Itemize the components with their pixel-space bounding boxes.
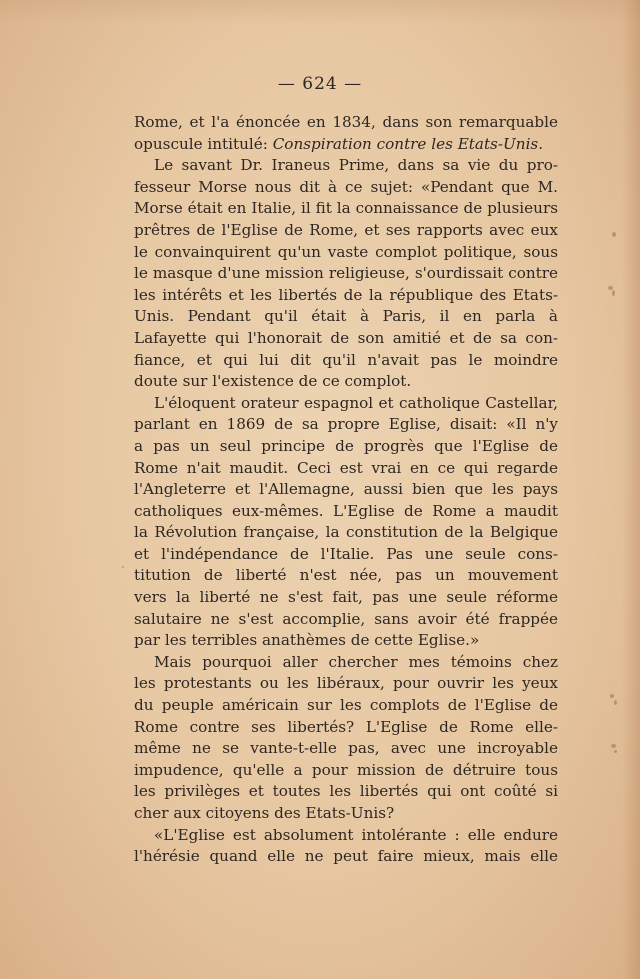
paragraph-first-line: Le savant Dr. Iraneus Prime, dans sa vie du pro- xyxy=(154,156,558,175)
text-line: prêtres de l'Eglise de Rome, et ses rapports avec eux xyxy=(134,220,558,239)
text-line: Rome, et l'a énoncée en 1834, dans son remarquable xyxy=(134,113,558,131)
page-number: — 624 — xyxy=(277,74,363,94)
book-title-italic: Conspiration contre les Etats-Unis. xyxy=(272,134,544,153)
text-line: fesseur Morse nous dit à ce sujet: «Pendant que M. xyxy=(134,177,558,196)
text-line: a pas un seul principe de progrès que l'Eglise de xyxy=(134,436,558,455)
text-line: impudence, qu'elle a pour mission de détruire tous xyxy=(134,760,558,779)
foxing-spot xyxy=(611,744,616,748)
text-line: Rome contre ses libertés? L'Eglise de Rome elle- xyxy=(134,717,558,736)
text-line: même ne se vante-t-elle pas, avec une incroyable xyxy=(134,739,558,758)
paragraph-last-line: cher aux citoyens des Etats-Unis? xyxy=(134,804,395,822)
text-line: Unis. Pendant qu'il était à Paris, il en parla à xyxy=(134,307,558,326)
text-line: les intérêts et les libertés de la république des Etats- xyxy=(134,285,558,304)
paragraph-first-line: L'éloquent orateur espagnol et catholique Castellar, xyxy=(154,393,558,412)
foxing-spot xyxy=(614,750,617,753)
paragraph-last-line: par les terribles anathèmes de cette Eglise.» xyxy=(134,631,480,650)
text-line: Lafayette qui l'honorait de son amitié et de sa con- xyxy=(134,328,558,347)
text-line: fiance, et qui lui dit qu'il n'avait pas le moindre xyxy=(134,350,558,369)
paragraph-last-line: doute sur l'existence de ce complot. xyxy=(134,372,412,391)
text-line: les protestants ou les libéraux, pour ouvrir les yeux xyxy=(134,674,558,693)
text-line: titution de liberté n'est née, pas un mouvement xyxy=(134,566,558,585)
text-line: l'hérésie quand elle ne peut faire mieux, mais elle xyxy=(134,847,558,866)
text-line: parlant en 1869 de sa propre Eglise, disait: «Il n'y xyxy=(134,415,558,434)
foxing-spot xyxy=(610,694,614,698)
page-top-shading xyxy=(0,0,640,24)
foxing-spot xyxy=(612,290,615,296)
text-line: la Révolution française, la constitution de la Belgique xyxy=(134,523,558,542)
text-line: et l'indépendance de l'Italie. Pas une seule cons- xyxy=(134,544,558,563)
paragraph-first-line: «L'Eglise est absolument intolérante : elle endure xyxy=(154,825,558,844)
page-edge-shading xyxy=(622,0,640,979)
text-line xyxy=(134,134,558,156)
text-span: opuscule intitulé: xyxy=(134,134,273,153)
text-line: l'Angleterre et l'Allemagne, aussi bien que les pays xyxy=(134,480,558,499)
text-line: les privilèges et toutes les libertés qui ont coûté si xyxy=(134,782,558,801)
text-line: le masque d'une mission religieuse, s'ourdissait contre xyxy=(134,264,558,283)
foxing-spot xyxy=(614,700,617,705)
text-line: le convainquirent qu'un vaste complot politique, sous xyxy=(134,242,558,261)
foxing-spot xyxy=(122,566,124,568)
body-text xyxy=(134,112,558,868)
text-line: vers la liberté ne s'est fait, pas une seule réforme xyxy=(134,588,558,607)
text-line: du peuple américain sur les complots de l'Eglise de xyxy=(134,696,558,715)
text-line: Morse était en Italie, il fit la connaissance de plusieurs xyxy=(134,199,558,218)
paragraph-first-line: Mais pourquoi aller chercher mes témoins chez xyxy=(154,652,558,671)
text-line: catholiques eux-mêmes. L'Eglise de Rome a maudit xyxy=(134,501,558,520)
foxing-spot xyxy=(612,232,616,237)
text-line: Rome n'ait maudit. Ceci est vrai en ce qui regarde xyxy=(134,458,558,477)
text-line: salutaire ne s'est accomplie, sans avoir été frappée xyxy=(134,609,558,628)
